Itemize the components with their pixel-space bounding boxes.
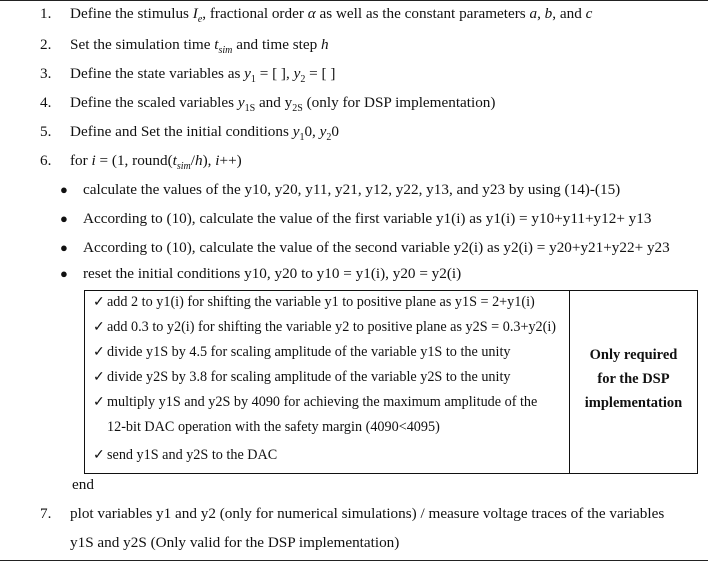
bullet-text: According to (10), calculate the value of the second variable y2(i) as y2(i) = y20+y21+y22+ y23	[83, 239, 670, 256]
bullet-text: calculate the values of the y10, y20, y11, y21, y12, y22, y13, and y23 by using (14)-(15)	[83, 181, 621, 198]
box-item: ✓ send y1S and y2S to the DAC	[93, 447, 278, 463]
end-label: end	[72, 476, 94, 493]
step-number: 5.	[40, 123, 52, 140]
step-text: Define the scaled variables $y_{1S}$ and $y_{2S}$ (only for DSP implementation)	[70, 94, 496, 115]
bullet-text: reset the initial conditions y10, y20 to y10 = y1(i), y20 = y2(i)	[83, 265, 462, 282]
check-icon: ✓	[93, 447, 105, 463]
step-text: Set the simulation time $t_{sim}$ and time step h	[70, 36, 329, 57]
top-rule	[0, 0, 708, 1]
box-item-continued: 12-bit DAC operation with the safety margin (4090<4095)	[107, 419, 440, 435]
step-text: for i = (1, $round(t_{sim}/h)$, i++)	[70, 152, 242, 173]
box-item: ✓ multiply y1S and y2S by 4090 for achieving the maximum amplitude of the	[93, 394, 538, 410]
check-icon: ✓	[93, 344, 105, 360]
step-number: 2.	[40, 36, 52, 53]
box-item: ✓ divide y2S by 3.8 for scaling amplitude of the variable y2S to the unity	[93, 369, 511, 385]
box-item: ✓ add 0.3 to y2(i) for shifting the variable y2 to positive plane as y2S = 0.3+y2(i)	[93, 319, 557, 335]
box-item: ✓ divide y1S by 4.5 for scaling amplitude of the variable y1S to the unity	[93, 344, 511, 360]
check-icon: ✓	[93, 319, 105, 335]
box-item: ✓ add 2 to y1(i) for shifting the variable y1 to positive plane as y1S = 2+y1(i)	[93, 294, 535, 310]
check-icon: ✓	[93, 369, 105, 385]
step-number: 1.	[40, 5, 52, 22]
dsp-steps-box	[84, 290, 698, 474]
bullet-text: According to (10), calculate the value of the first variable y1(i) as y1(i) = y10+y11+y12+ y13	[83, 210, 652, 227]
bottom-rule	[0, 560, 708, 561]
bullet-icon: ●	[60, 240, 68, 255]
step-text: Define the stimulus $I_e$, fractional order α as well as the constant parameters a, b, and c	[70, 5, 593, 26]
step-7-continued: y1S and y2S (Only valid for the DSP implementation)	[70, 534, 400, 551]
check-icon: ✓	[93, 294, 105, 310]
step-number: 3.	[40, 65, 52, 82]
step-text: Define and Set the initial conditions $y_10$, $y_20$	[70, 123, 339, 144]
bullet-icon: ●	[60, 182, 68, 197]
check-icon: ✓	[93, 394, 105, 410]
step-number: 7.	[40, 505, 52, 522]
step-number: 6.	[40, 152, 52, 169]
bullet-icon: ●	[60, 211, 68, 226]
bullet-icon: ●	[60, 266, 68, 281]
step-text: Define the state variables as $y_1$ = [ ], $y_2$ = [ ]	[70, 65, 336, 86]
step-text: plot variables y1 and y2 (only for numerical simulations) / measure voltage traces of the variables	[70, 505, 665, 522]
step-number: 4.	[40, 94, 52, 111]
dsp-note: Only required for the DSP implementation	[584, 347, 683, 411]
